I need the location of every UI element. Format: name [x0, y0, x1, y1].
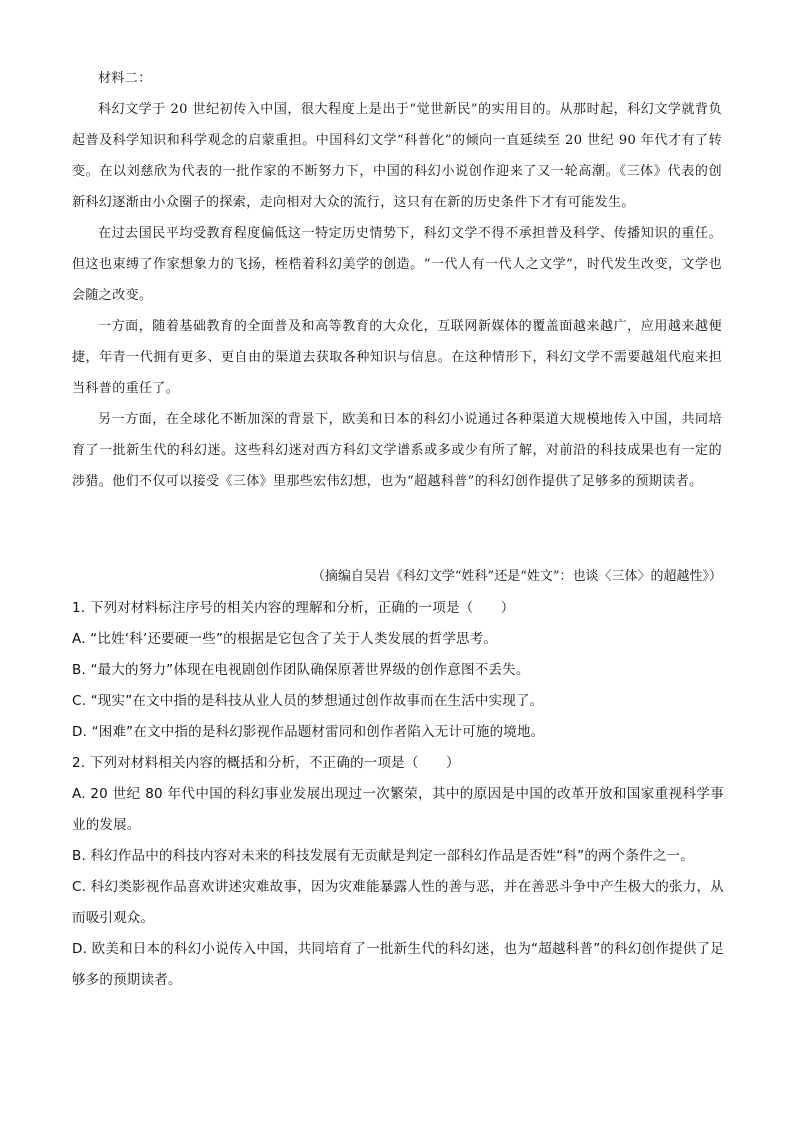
question-1-option-c: C. “现实”在文中指的是科技从业人员的梦想通过创作故事而在生活中实现了。 — [72, 693, 544, 709]
question-1-option-d: D. “困难”在文中指的是科幻影视作品题材雷同和创作者陷入无计可施的境地。 — [72, 724, 545, 740]
question-section — [72, 593, 724, 996]
question-1-stem: 1. 下列对材料标注序号的相关内容的理解和分析，正确的一项是（ ） — [72, 600, 515, 616]
material-paragraph-4: 另一方面，在全球化不断加深的背景下，欧美和日本的科幻小说通过各种渠道大规模地传入中国，共同培育了一批新生代的科幻迷。这些科幻迷对西方科幻文学谱系或多或少有所了解，对前沿的科技成果也有一定的涉猎。他们不仅可以接受《三体》里那些宏伟幻想，也为“超越科普”的科幻创作提供了足够多的预期读者。 — [72, 412, 722, 489]
question-2-option-b: B. 科幻作品中的科技内容对未来的科技发展有无贡献是判定一部科幻作品是否姓“科”的两个条件之一。 — [72, 848, 694, 864]
material-paragraph-1: 科幻文学于 20 世纪初传入中国，很大程度上是出于“觉世新民”的实用目的。从那时起，科幻文学就背负起普及科学知识和科学观念的启蒙重担。中国科幻文学“科普化”的倾向一直延续至 20 世纪 90 年代才有了转变。在以刘慈欣为代表的一批作家的不断努力下，中国的科幻小说创作迎来了又一轮高潮。《三体》代表的创新科幻逐渐由小众圈子的探索，走向相对大众的流行，这只有在新的历史条件下才有可能发生。 — [72, 102, 722, 210]
question-2-stem: 2. 下列对材料相关内容的概括和分析，不正确的一项是（ ） — [72, 755, 460, 771]
reading-material — [72, 63, 722, 497]
material-paragraph-2: 在过去国民平均受教育程度偏低这一特定历史情势下，科幻文学不得不承担普及科学、传播知识的重任。但这也束缚了作家想象力的飞扬，桎梏着科幻美学的创造。“一代人有一代人之文学”，时代发生改变，文学也会随之改变。 — [72, 226, 722, 303]
material-paragraph-3: 一方面，随着基础教育的全面普及和高等教育的大众化，互联网新媒体的覆盖面越来越广，应用越来越便捷，年青一代拥有更多、更自由的渠道去获取各种知识与信息。在这种情形下，科幻文学不需要越俎代庖来担当科普的重任了。 — [72, 319, 722, 396]
question-2-option-d: D. 欧美和日本的科幻小说传入中国，共同培育了一批新生代的科幻迷，也为“超越科普”的科幻创作提供了足够多的预期读者。 — [72, 941, 724, 988]
question-1-option-a: A. “比姓‘科’还要硬一些”的根据是它包含了关于人类发展的哲学思考。 — [72, 631, 498, 647]
question-1-option-b: B. “最大的努力”体现在电视剧创作团队确保原著世界级的创作意图不丢失。 — [72, 662, 530, 678]
material-source: （摘编自吴岩《科幻文学“姓科”还是“姓文”：也谈〈三体〉的超越性》） — [311, 569, 722, 584]
question-2-option-a: A. 20 世纪 80 年代中国的科幻事业发展出现过一次繁荣，其中的原因是中国的改革开放和国家重视科学事业的发展。 — [72, 786, 724, 833]
material-heading: 材料二： — [98, 71, 152, 86]
question-2-option-c: C. 科幻类影视作品喜欢讲述灾难故事，因为灾难能暴露人性的善与恶，并在善恶斗争中产生极大的张力，从而吸引观众。 — [72, 879, 724, 926]
